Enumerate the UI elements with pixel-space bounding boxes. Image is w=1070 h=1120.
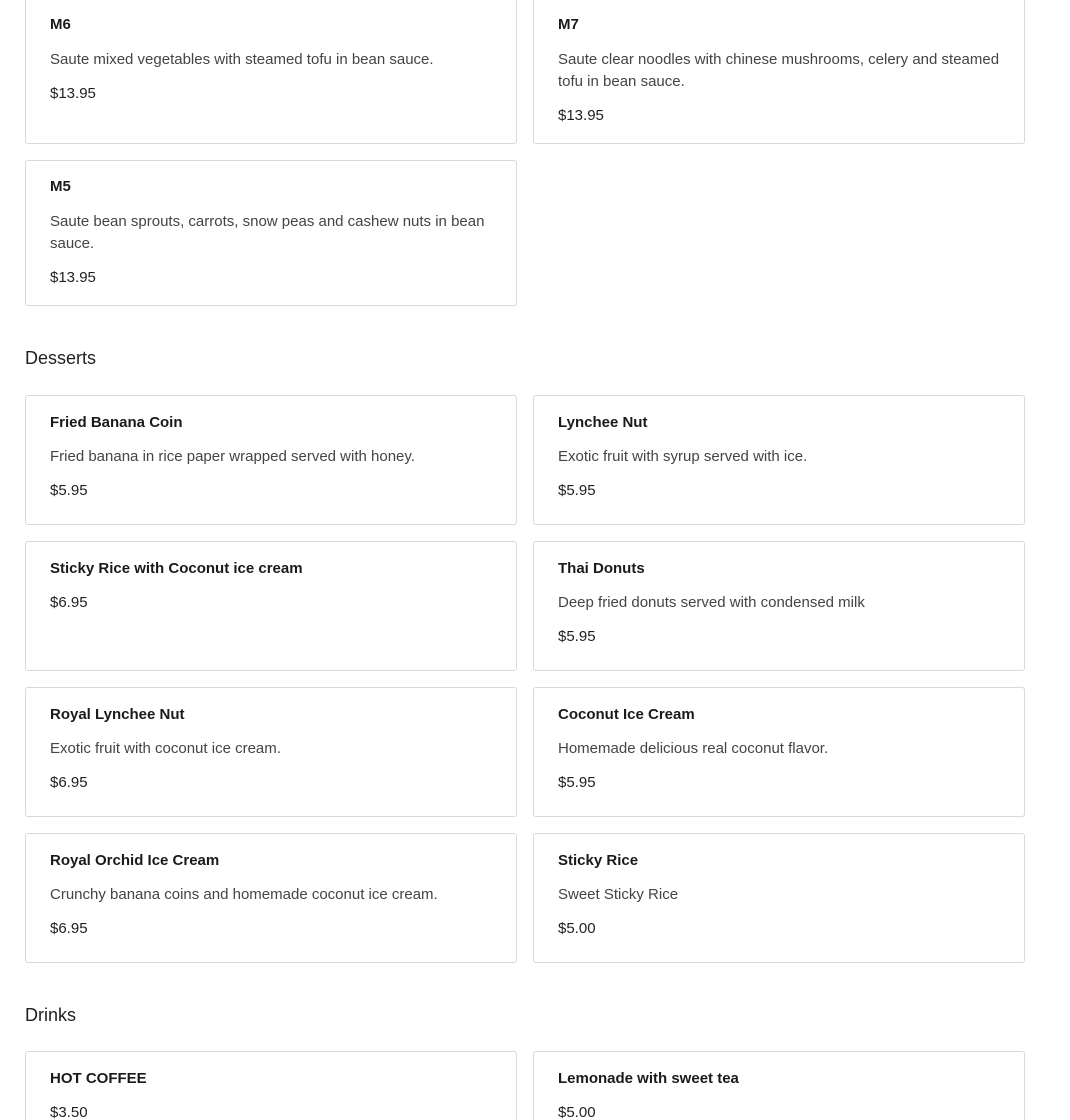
menu-item-card[interactable]: [25, 1051, 517, 1120]
menu-item-card[interactable]: [533, 395, 1025, 525]
item-name: Royal Lynchee Nut: [50, 706, 185, 723]
item-price: $6.95: [50, 774, 88, 791]
item-description: Fried banana in rice paper wrapped served with honey.: [50, 448, 415, 465]
item-price: $5.95: [558, 774, 596, 791]
item-price: $5.00: [558, 920, 596, 937]
item-description: Exotic fruit with coconut ice cream.: [50, 740, 281, 757]
item-name: HOT COFFEE: [50, 1070, 147, 1087]
item-name: Lemonade with sweet tea: [558, 1070, 739, 1087]
item-price: $5.95: [558, 628, 596, 645]
item-price: $5.95: [558, 482, 596, 499]
item-name: Royal Orchid Ice Cream: [50, 852, 220, 869]
item-description: Sweet Sticky Rice: [558, 886, 679, 903]
item-name: Sticky Rice with Coconut ice cream: [50, 560, 303, 577]
menu-item-card[interactable]: [25, 687, 517, 817]
item-description: Crunchy banana coins and homemade coconut ice cream.: [50, 886, 438, 903]
item-price: $3.50: [50, 1104, 88, 1120]
section-title-drinks: Drinks: [25, 1005, 77, 1025]
item-name: Coconut Ice Cream: [558, 706, 695, 723]
item-description: Homemade delicious real coconut flavor.: [558, 740, 829, 757]
item-description: Saute mixed vegetables with steamed tofu in bean sauce.: [50, 51, 434, 68]
item-description: Saute clear noodles with chinese mushrooms, celery and steamed tofu in bean sauce.: [558, 51, 1000, 90]
item-name: M5: [50, 178, 71, 195]
item-description: Saute bean sprouts, carrots, snow peas and cashew nuts in bean sauce.: [50, 213, 485, 252]
item-price: $5.95: [50, 482, 88, 499]
item-description: Deep fried donuts served with condensed milk: [558, 594, 865, 611]
item-price: $5.00: [558, 1104, 596, 1120]
item-name: Sticky Rice: [558, 852, 639, 869]
item-description: Exotic fruit with syrup served with ice.: [558, 448, 808, 465]
menu-item-card[interactable]: [25, 0, 517, 144]
item-name: M7: [558, 16, 579, 33]
item-price: $13.95: [558, 107, 604, 124]
item-price: $13.95: [50, 269, 96, 286]
item-name: Lynchee Nut: [558, 414, 648, 431]
item-name: Fried Banana Coin: [50, 414, 183, 431]
menu-item-card[interactable]: [25, 395, 517, 525]
menu-item-card[interactable]: [533, 0, 1025, 144]
menu-item-card[interactable]: [533, 833, 1025, 963]
item-price: $13.95: [50, 85, 96, 102]
item-name: Thai Donuts: [558, 560, 645, 577]
menu-item-card[interactable]: [25, 160, 517, 306]
menu-item-card[interactable]: [533, 1051, 1025, 1120]
item-price: $6.95: [50, 594, 88, 611]
item-name: M6: [50, 16, 71, 33]
menu-item-card[interactable]: [25, 541, 517, 671]
menu-item-card[interactable]: [25, 833, 517, 963]
section-title-desserts: Desserts: [25, 348, 97, 368]
menu-item-card[interactable]: [533, 687, 1025, 817]
menu-item-card[interactable]: [533, 541, 1025, 671]
item-price: $6.95: [50, 920, 88, 937]
